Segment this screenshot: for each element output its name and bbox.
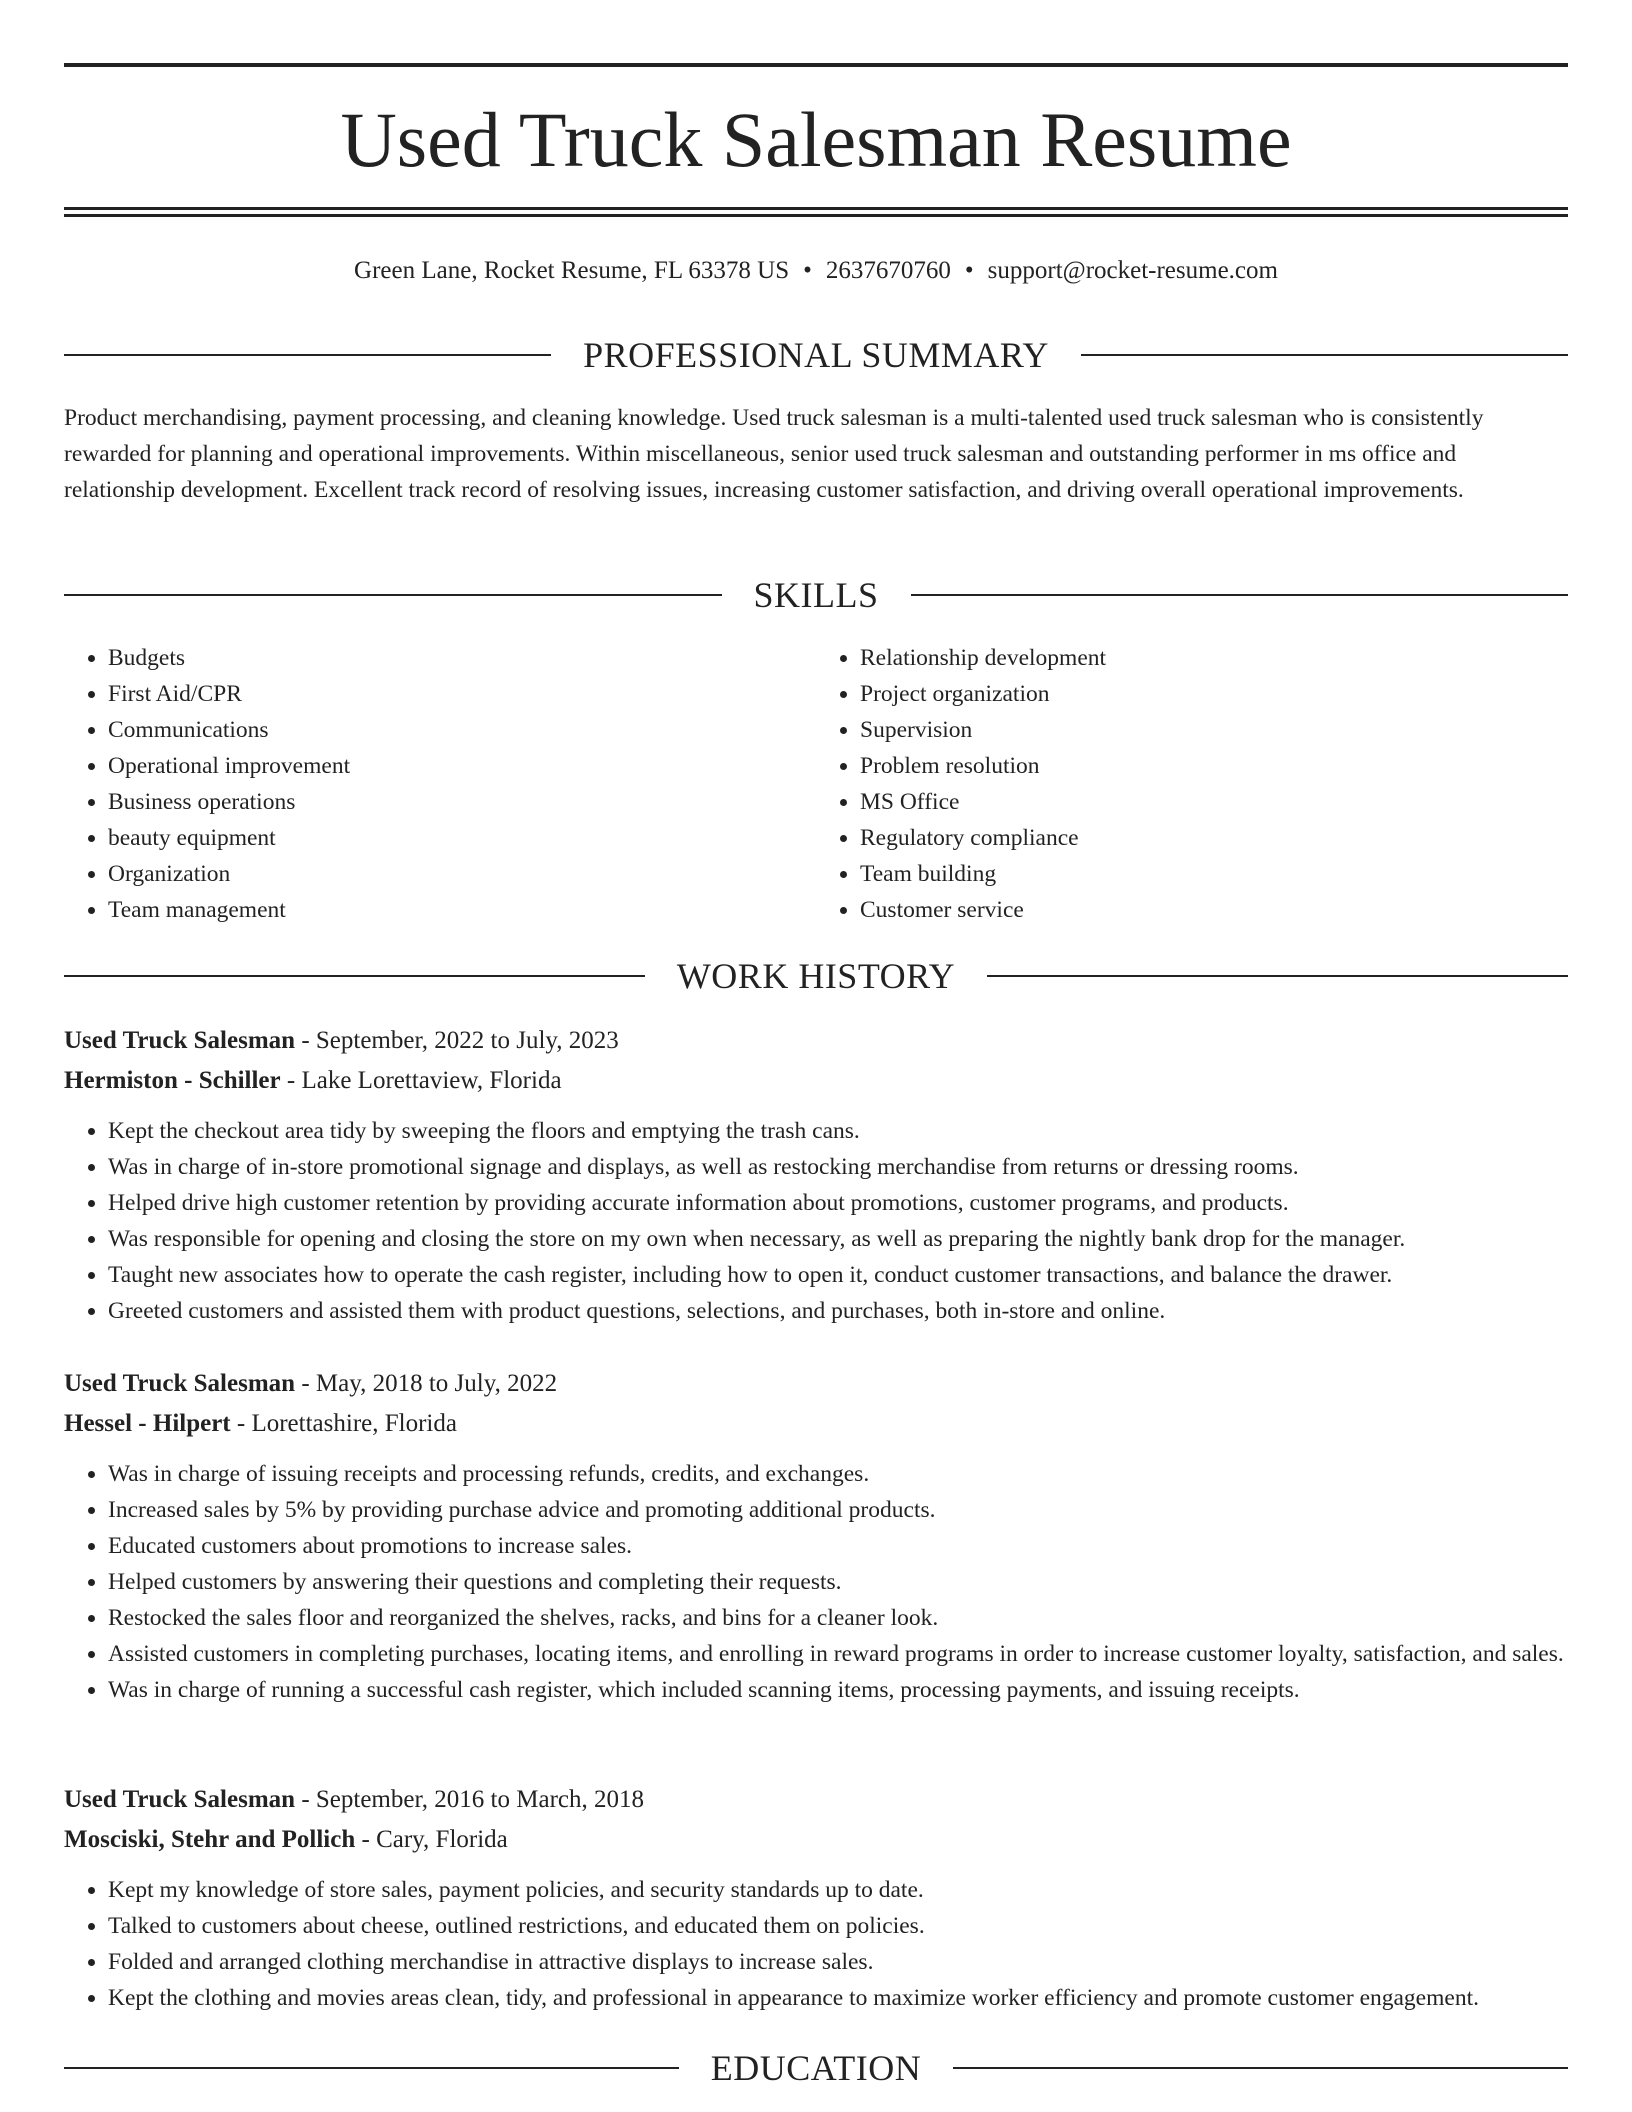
job-bullets xyxy=(64,1872,1568,2016)
skills-column-left xyxy=(64,640,816,928)
skill-item: • Supervision xyxy=(860,712,1568,748)
contact-line xyxy=(64,254,1568,288)
skill-item: • Problem resolution xyxy=(860,748,1568,784)
top-rule xyxy=(64,63,1568,67)
job-dates: - May, 2018 to July, 2022 xyxy=(295,1370,558,1397)
skill-item: • Team management xyxy=(108,892,816,928)
skills-column-right xyxy=(816,640,1568,928)
skills-heading xyxy=(64,573,1568,617)
contact-email: support@rocket-resume.com xyxy=(987,257,1278,284)
skill-item: • Relationship development xyxy=(860,640,1568,676)
title-double-rule xyxy=(64,207,1568,217)
job-location: - Lorettashire, Florida xyxy=(230,1410,457,1437)
job-bullet: • Increased sales by 5% by providing purchase advice and promoting additional products. xyxy=(108,1492,1568,1528)
job-bullet: • Was in charge of running a successful cash register, which included scanning items, processing payments, and issuing receipts. xyxy=(108,1672,1568,1708)
job-bullet: • Greeted customers and assisted them with product questions, selections, and purchases, both in-store and online. xyxy=(108,1293,1568,1329)
job-position: Used Truck Salesman xyxy=(64,1370,296,1397)
skill-item: • Organization xyxy=(108,856,816,892)
heading-rule-left xyxy=(64,594,722,596)
heading-rule-right xyxy=(953,2067,1568,2069)
job-bullet: • Taught new associates how to operate the cash register, including how to open it, conduct customer transactions, and balance the drawer. xyxy=(108,1257,1568,1293)
job-title-line xyxy=(64,1364,1568,1404)
job-position: Used Truck Salesman xyxy=(64,1027,296,1054)
education-heading xyxy=(64,2046,1568,2090)
job-bullets xyxy=(64,1456,1568,1708)
job-entry xyxy=(64,1780,1568,2016)
job-company-line xyxy=(64,1404,1568,1444)
contact-address: Green Lane, Rocket Resume, FL 63378 US xyxy=(354,257,790,284)
job-title-line xyxy=(64,1780,1568,1820)
skills-heading-label: SKILLS xyxy=(753,575,879,615)
job-dates: - September, 2022 to July, 2023 xyxy=(295,1027,619,1054)
skill-item: • Team building xyxy=(860,856,1568,892)
contact-separator: • xyxy=(803,257,812,284)
job-bullet: • Helped drive high customer retention by providing accurate information about promotions, customer programs, and products. xyxy=(108,1185,1568,1221)
heading-rule-left xyxy=(64,354,551,356)
skills-list xyxy=(64,640,1568,928)
job-bullet: • Kept my knowledge of store sales, payment policies, and security standards up to date. xyxy=(108,1872,1568,1908)
contact-phone: 2637670760 xyxy=(825,257,951,284)
job-company: Hermiston - Schiller xyxy=(64,1067,281,1094)
job-bullet: • Was in charge of issuing receipts and processing refunds, credits, and exchanges. xyxy=(108,1456,1568,1492)
work-history-heading-label: WORK HISTORY xyxy=(676,956,956,996)
skill-item: • Operational improvement xyxy=(108,748,816,784)
job-bullet: • Assisted customers in completing purchases, locating items, and enrolling in reward programs in order to increase customer loyalty, satisfaction, and sales. xyxy=(108,1636,1568,1672)
job-bullets xyxy=(64,1113,1568,1329)
job-title-line xyxy=(64,1021,1568,1061)
job-bullet: • Was responsible for opening and closing the store on my own when necessary, as well as preparing the nightly bank drop for the manager. xyxy=(108,1221,1568,1257)
summary-heading xyxy=(64,333,1568,377)
summary-heading-label: PROFESSIONAL SUMMARY xyxy=(583,335,1049,375)
job-company: Mosciski, Stehr and Pollich xyxy=(64,1826,356,1853)
heading-rule-right xyxy=(1081,354,1568,356)
skill-item: • Project organization xyxy=(860,676,1568,712)
job-bullet: • Helped customers by answering their questions and completing their requests. xyxy=(108,1564,1568,1600)
summary-text: Product merchandising, payment processing, and cleaning knowledge. Used truck salesman is a multi-talented used truck salesman who is consistently rewarded for planning and operational improvements. Within miscellaneous, senior used truck salesman and outstanding performer in ms office and relationship development. Excellent track record of resolving issues, increasing customer satisfaction, and driving overall operational improvements. xyxy=(64,405,1484,503)
skill-item: • beauty equipment xyxy=(108,820,816,856)
job-entry xyxy=(64,1021,1568,1329)
job-bullet: • Folded and arranged clothing merchandise in attractive displays to increase sales. xyxy=(108,1944,1568,1980)
job-dates: - September, 2016 to March, 2018 xyxy=(295,1786,644,1813)
skill-item: • MS Office xyxy=(860,784,1568,820)
resume-title: Used Truck Salesman Resume xyxy=(340,96,1292,183)
job-bullet: • Talked to customers about cheese, outlined restrictions, and educated them on policies. xyxy=(108,1908,1568,1944)
job-bullet: • Educated customers about promotions to increase sales. xyxy=(108,1528,1568,1564)
education-heading-label: EDUCATION xyxy=(710,2048,922,2088)
contact-separator: • xyxy=(964,257,974,284)
skill-item: • Business operations xyxy=(108,784,816,820)
skill-item: • Communications xyxy=(108,712,816,748)
job-bullet: • Was in charge of in-store promotional signage and displays, as well as restocking merchandise from returns or dressing rooms. xyxy=(108,1149,1568,1185)
job-company-line xyxy=(64,1061,1568,1101)
skill-item: • Customer service xyxy=(860,892,1568,928)
skill-item: • First Aid/CPR xyxy=(108,676,816,712)
skill-item: • Regulatory compliance xyxy=(860,820,1568,856)
job-company: Hessel - Hilpert xyxy=(64,1410,231,1437)
work-history-heading xyxy=(64,954,1568,998)
heading-rule-right xyxy=(987,975,1568,977)
heading-rule-left xyxy=(64,2067,679,2069)
heading-rule-left xyxy=(64,975,645,977)
job-location: - Cary, Florida xyxy=(355,1826,508,1853)
heading-rule-right xyxy=(911,594,1569,596)
job-bullet: • Kept the clothing and movies areas clean, tidy, and professional in appearance to maximize worker efficiency and promote customer engagement. xyxy=(108,1980,1568,2016)
skill-item: • Budgets xyxy=(108,640,816,676)
job-location: - Lake Lorettaview, Florida xyxy=(280,1067,562,1094)
job-entry xyxy=(64,1364,1568,1708)
job-bullet: • Kept the checkout area tidy by sweeping the floors and emptying the trash cans. xyxy=(108,1113,1568,1149)
job-position: Used Truck Salesman xyxy=(64,1786,296,1813)
job-company-line xyxy=(64,1820,1568,1860)
job-bullet: • Restocked the sales floor and reorganized the shelves, racks, and bins for a cleaner look. xyxy=(108,1600,1568,1636)
